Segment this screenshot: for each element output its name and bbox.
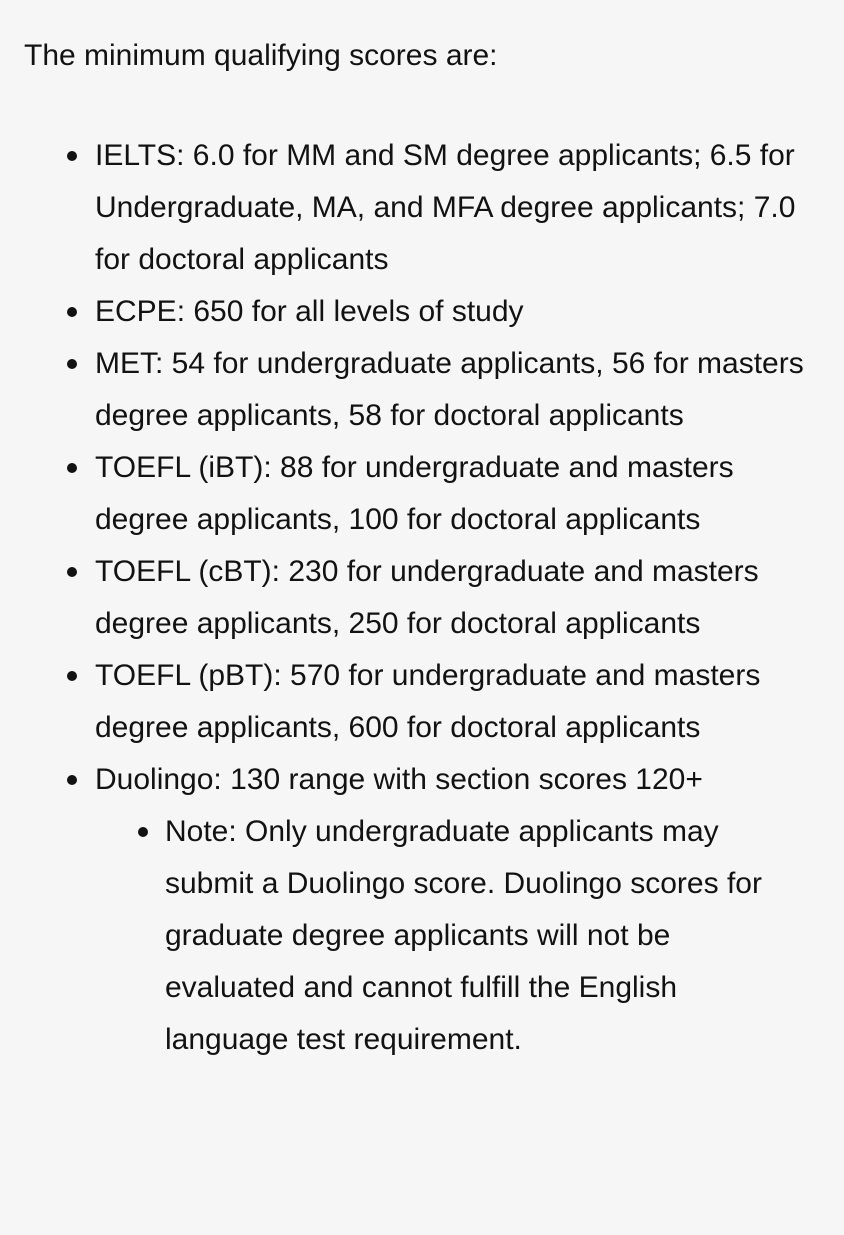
list-item-duolingo-note <box>95 806 805 1066</box>
list-item-text: TOEFL (cBT): 230 for undergraduate and masters degree applicants, 250 for doctoral applicants <box>95 555 759 640</box>
list-item-ecpe <box>24 286 815 338</box>
list-item-met <box>24 338 815 442</box>
score-list <box>24 130 824 1066</box>
bullet-icon <box>138 827 148 837</box>
bullet-icon <box>67 463 77 473</box>
bullet-icon <box>67 307 77 317</box>
bullet-icon <box>67 151 77 161</box>
list-item-toefl-pbt <box>24 650 815 754</box>
intro-text: The minimum qualifying scores are: <box>24 39 498 72</box>
list-item-text: Note: Only undergraduate applicants may submit a Duolingo score. Duolingo scores for graduate degree applicants will not be evaluated and cannot fulfill the English language test requirement. <box>165 815 762 1056</box>
list-item-text: ECPE: 650 for all levels of study <box>95 295 524 328</box>
bullet-icon <box>67 775 77 785</box>
list-item-duolingo <box>24 754 815 1066</box>
list-item-text: TOEFL (pBT): 570 for undergraduate and masters degree applicants, 600 for doctoral applicants <box>95 659 761 744</box>
list-item-text: Duolingo: 130 range with section scores 120+ <box>95 763 703 796</box>
list-item-text: TOEFL (iBT): 88 for undergraduate and masters degree applicants, 100 for doctoral applicants <box>95 451 734 536</box>
list-item-toefl-cbt <box>24 546 815 650</box>
list-item-text: MET: 54 for undergraduate applicants, 56 for masters degree applicants, 58 for doctoral applicants <box>95 347 804 432</box>
bullet-icon <box>67 567 77 577</box>
list-item-toefl-ibt <box>24 442 815 546</box>
bullet-icon <box>67 671 77 681</box>
list-item-text: IELTS: 6.0 for MM and SM degree applicants; 6.5 for Undergraduate, MA, and MFA degree applicants; 7.0 for doctoral applicants <box>95 139 796 276</box>
bullet-icon <box>67 359 77 369</box>
duolingo-sub-list <box>95 806 815 1066</box>
list-item-ielts <box>24 130 815 286</box>
document-body <box>24 36 824 1066</box>
